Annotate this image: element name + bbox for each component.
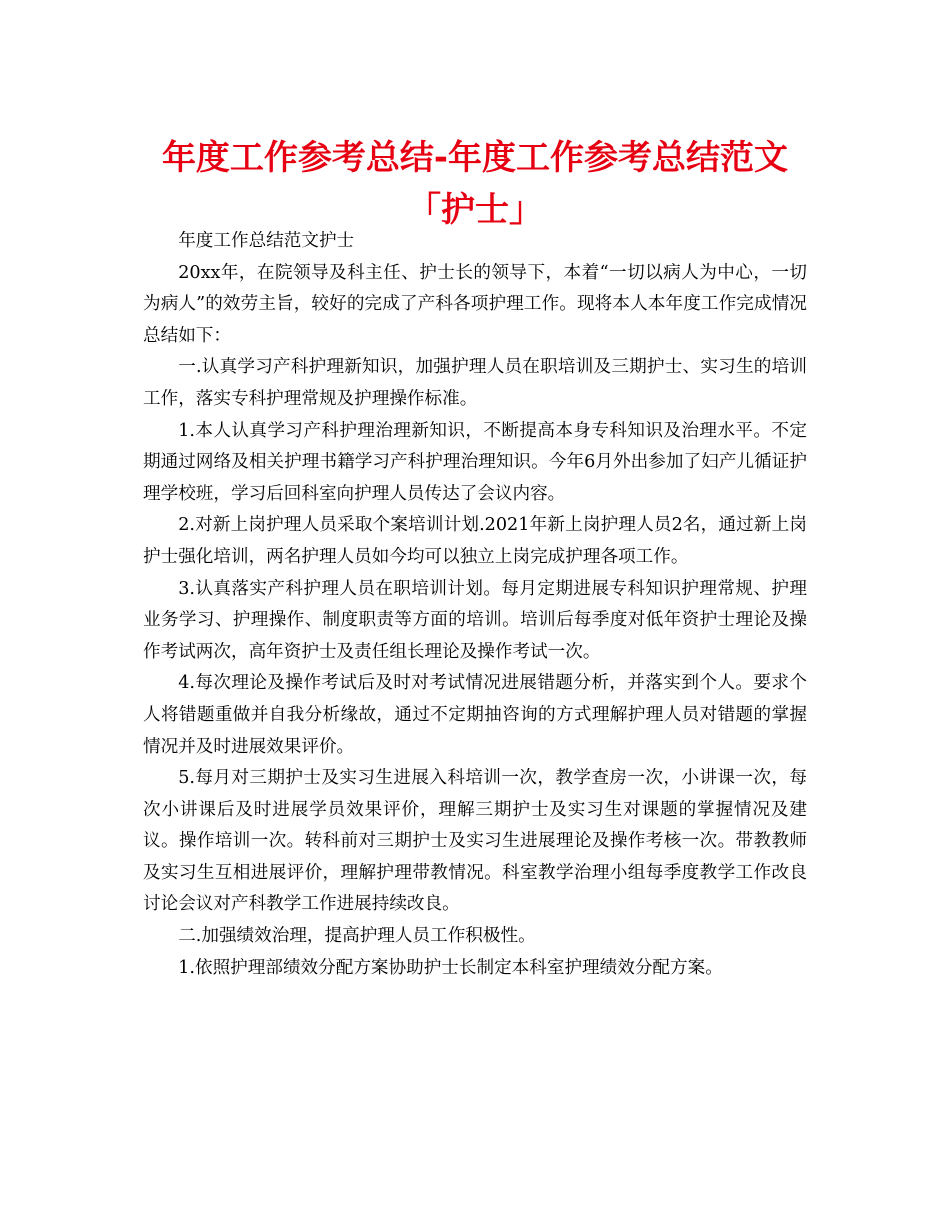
- paragraph-item-4: 4.每次理论及操作考试后及时对考试情况进展错题分析，并落实到个人。要求个人将错题重做并自我分析缘故，通过不定期抽咨询的方式理解护理人员对错题的掌握情况并及时进展效果评价。: [143, 673, 807, 757]
- paragraph-item-3: 3.认真落实产科护理人员在职培训计划。每月定期进展专科知识护理常规、护理业务学习、护理操作、制度职责等方面的培训。培训后每季度对低年资护士理论及操作考试两次，高年资护士及责任组长理论及操作考试一次。: [143, 578, 807, 662]
- paragraph-intro: 20xx年，在院领导及科主任、护士长的领导下，本着“一切以病人为中心，一切为病人”的效劳主旨，较好的完成了产科各项护理工作。现将本人本年度工作完成情况总结如下：: [143, 262, 807, 346]
- paragraph-section-1-heading: 一.认真学习产科护理新知识，加强护理人员在职培训及三期护士、实习生的培训工作，落实专科护理常规及护理操作标准。: [143, 357, 807, 409]
- paragraph-item-1: 1.本人认真学习产科护理治理新知识，不断提高本身专科知识及治理水平。不定期通过网络及相关护理书籍学习产科护理治理知识。今年6月外出参加了妇产儿循证护理学校班，学习后回科室向护理人员传达了会议内容。: [143, 420, 807, 504]
- paragraph-section-2-heading: 二.加强绩效治理，提高护理人员工作积极性。: [178, 926, 536, 947]
- document-title: 年度工作参考总结-年度工作参考总结范文「护士」: [161, 138, 789, 230]
- paragraph-item-2: 2.对新上岗护理人员采取个案培训计划.2021年新上岗护理人员2名，通过新上岗护士强化培训，两名护理人员如今均可以独立上岗完成护理各项工作。: [143, 515, 807, 567]
- paragraph-section-2-item-1: 1.依照护理部绩效分配方案协助护士长制定本科室护理绩效分配方案。: [178, 957, 723, 978]
- document-body: [143, 226, 807, 984]
- paragraph-item-5: 5.每月对三期护士及实习生进展入科培训一次，教学查房一次，小讲课一次，每次小讲课后及时进展学员效果评价，理解三期护士及实习生对课题的掌握情况及建议。操作培训一次。转科前对三期护士及实习生进展理论及操作考核一次。带教教师及实习生互相进展评价，理解护理带教情况。科室教学治理小组每季度教学工作改良讨论会议对产科教学工作进展持续改良。: [143, 768, 807, 915]
- paragraph-subtitle: 年度工作总结范文护士: [178, 231, 355, 251]
